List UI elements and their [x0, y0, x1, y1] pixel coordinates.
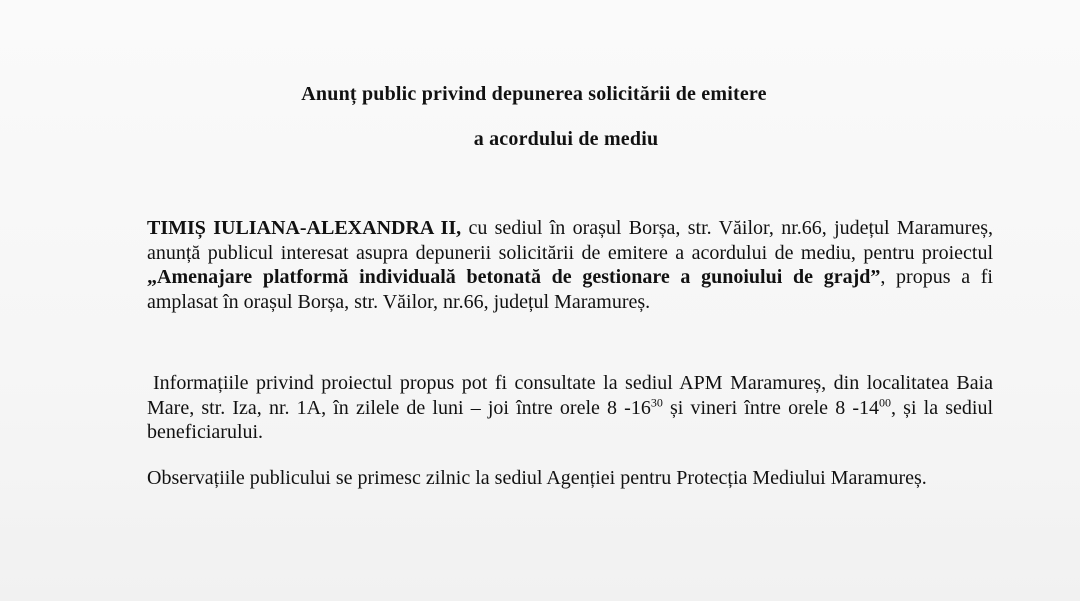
paragraph-applicant [147, 216, 993, 314]
announcement-title-line2: a acordului de mediu [473, 128, 659, 150]
consultation-sup1: 30 [650, 394, 663, 409]
consultation-text3: , și la sediul beneficiarului. [147, 396, 994, 443]
consultation-sup2: 00 [879, 394, 892, 409]
applicant-name: TIMIȘ IULIANA-ALEXANDRA II, [147, 217, 462, 239]
paragraph-observations: Observațiile publicului se primesc zilnic la sediul Agenției pentru Protecția Mediului Maramureș. [147, 467, 927, 489]
consultation-text1: Informațiile privind proiectul propus pot fi consultate la sediul APM Maramureș, din localitatea Baia Mare, str. Iza, nr. 1A, în zilele de luni – joi între orele 8 -16 [147, 372, 993, 419]
announcement-title-line1: Anunț public privind depunerea solicitării de emitere [301, 83, 767, 105]
paragraph-applicant-text2: , propus a fi amplasat în orașul Borșa, str. Văilor, nr.66, județul Maramureș. [147, 266, 993, 313]
project-name: „Amenajare platformă individuală betonată de gestionare a gunoiului de grajd” [147, 266, 881, 288]
consultation-text2: și vineri între orele 8 -14 [662, 396, 880, 419]
paragraph-consultation [147, 371, 993, 445]
paragraph-applicant-text1: cu sediul în orașul Borșa, str. Văilor, nr.66, județul Maramureș, anunță publicul interesat asupra depunerii solicitării de emitere a acordului de mediu, pentru proiectul [147, 217, 993, 264]
